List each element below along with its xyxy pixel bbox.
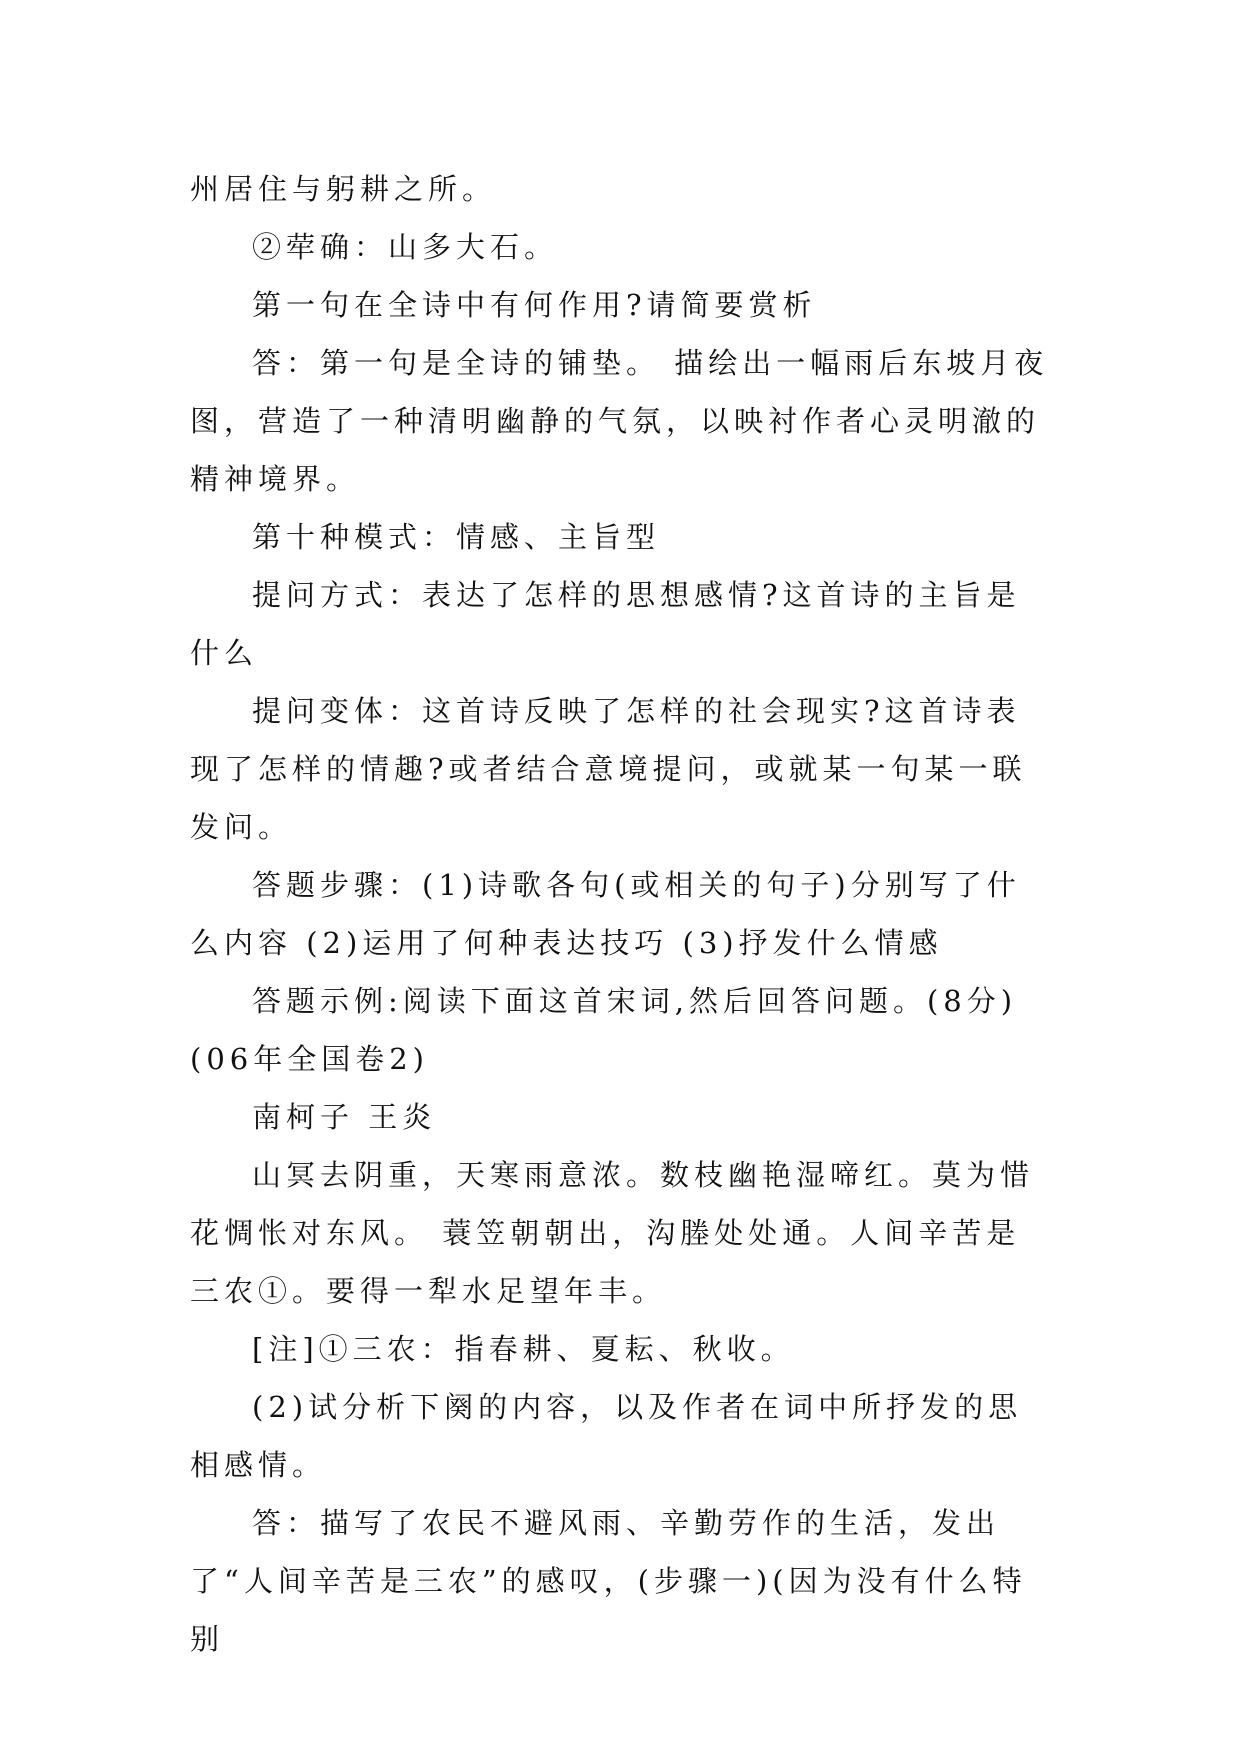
paragraph-question-method: 提问方式：表达了怎样的思想感情?这首诗的主旨是什么 (190, 578, 1021, 670)
paragraph-note: ②荦确：山多大石。 (252, 230, 559, 264)
paragraph-poem-note: [注]①三农：指春耕、夏耘、秋收。 (252, 1332, 795, 1366)
paragraph-final-answer: 答：描写了农民不避风雨、辛勤劳作的生活，发出了“人间辛苦是三农”的感叹，(步骤一)(因为没有什么特别 (190, 1506, 1027, 1656)
paragraph-question-variant: 提问变体：这首诗反映了怎样的社会现实?这首诗表现了怎样的情趣?或者结合意境提问，或就某一句某一联发问。 (190, 694, 1027, 844)
paragraph-poem-text: 山冥去阴重，天寒雨意浓。数枝幽艳湿啼红。莫为惜花惆怅对东风。 蓑笠朝朝出，沟塍处处通。人间辛苦是三农①。要得一犁水足望年丰。 (190, 1158, 1035, 1308)
paragraph-heading: 第十种模式：情感、主旨型 (252, 520, 661, 554)
document-body (190, 160, 1050, 1668)
paragraph-poem-title: 南柯子 王炎 (252, 1100, 437, 1134)
paragraph-answer-steps: 答题步骤：(1)诗歌各句(或相关的句子)分别写了什么内容 (2)运用了何种表达技巧 (3)抒发什么情感 (190, 868, 1021, 960)
paragraph-answer: 答：第一句是全诗的铺垫。 描绘出一幅雨后东坡月夜图，营造了一种清明幽静的气氛，以映衬作者心灵明澈的精神境界。 (190, 346, 1049, 496)
paragraph-question: 第一句在全诗中有何作用?请简要赏析 (252, 288, 817, 322)
paragraph-continuation: 州居住与躬耕之所。 (190, 172, 497, 206)
paragraph-subquestion: (2)试分析下阕的内容，以及作者在词中所抒发的思相感情。 (190, 1390, 1023, 1482)
paragraph-example: 答题示例:阅读下面这首宋词,然后回答问题。(8分)(06年全国卷2) (190, 984, 1018, 1076)
